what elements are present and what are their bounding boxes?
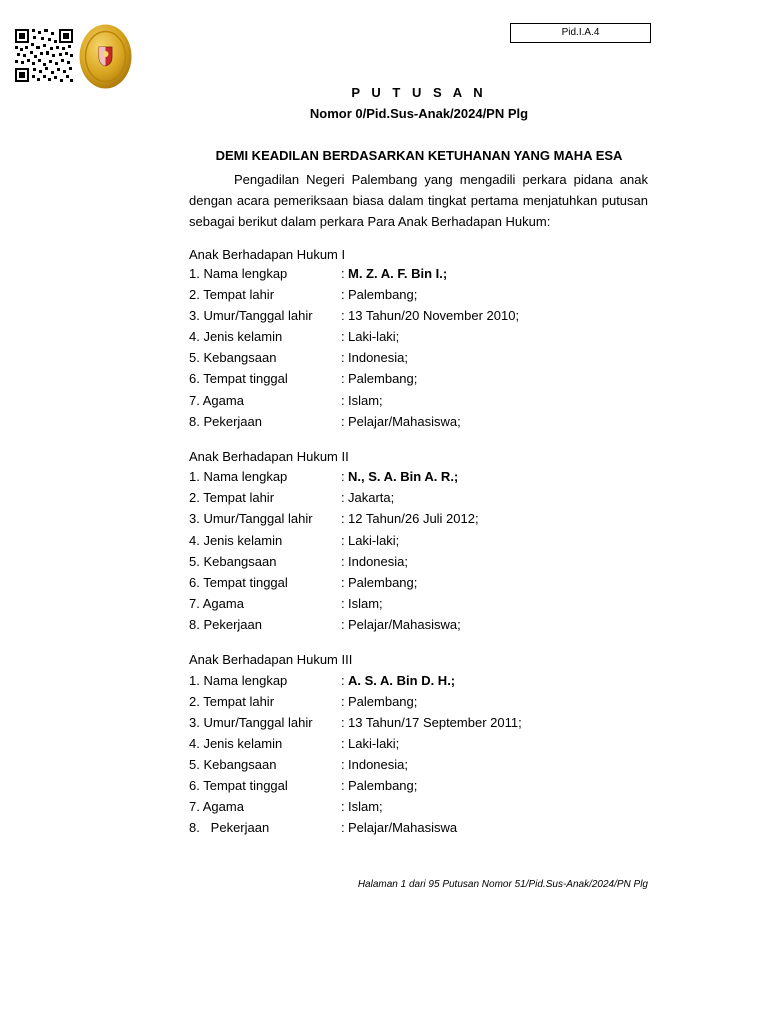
field-separator: : [341, 757, 345, 772]
field-separator: : [341, 617, 345, 632]
intro-paragraph [189, 169, 648, 232]
field-label: 7. Agama [189, 799, 244, 814]
field-label: 8. Pekerjaan [189, 617, 262, 632]
field-separator: : [341, 799, 345, 814]
page-footer: Halaman 1 dari 95 Putusan Nomor 51/Pid.Sus-Anak/2024/PN Plg [357, 879, 648, 890]
field-row [189, 285, 648, 305]
field-row [189, 776, 648, 796]
field-separator: : [341, 820, 345, 835]
field-label: 6. Tempat tinggal [189, 575, 288, 590]
field-value: Islam; [348, 393, 383, 408]
field-value: N., S. A. Bin A. R.; [348, 469, 459, 484]
field-label: 1. Nama lengkap [189, 469, 288, 484]
field-value: Indonesia; [348, 350, 408, 365]
field-value: A. S. A. Bin D. H.; [348, 673, 456, 688]
field-separator: : [341, 596, 345, 611]
field-value: 13 Tahun/17 September 2011; [348, 715, 522, 730]
section-heading: Anak Berhadapan Hukum II [189, 449, 349, 464]
field-row [189, 734, 648, 754]
field-row [189, 264, 648, 284]
field-separator: : [341, 287, 345, 302]
field-row [189, 552, 648, 572]
field-row [189, 488, 648, 508]
field-label: 2. Tempat lahir [189, 490, 275, 505]
field-row [189, 509, 648, 529]
field-separator: : [341, 673, 345, 688]
field-row [189, 797, 648, 817]
field-value: Palembang; [348, 694, 418, 709]
field-value: Palembang; [348, 575, 418, 590]
field-separator: : [341, 266, 345, 281]
field-value: 13 Tahun/20 November 2010; [348, 308, 520, 323]
field-separator: : [341, 778, 345, 793]
field-label: 6. Tempat tinggal [189, 371, 288, 386]
field-label: 5. Kebangsaan [189, 350, 277, 365]
document-code-box: Pid.I.A.4 [510, 23, 651, 43]
field-separator: : [341, 694, 345, 709]
field-row [189, 755, 648, 775]
field-value: Indonesia; [348, 757, 408, 772]
field-separator: : [341, 414, 345, 429]
field-label: 3. Umur/Tanggal lahir [189, 308, 313, 323]
field-label: 3. Umur/Tanggal lahir [189, 511, 313, 526]
field-value: Palembang; [348, 371, 418, 386]
field-separator: : [341, 533, 345, 548]
field-row [189, 391, 648, 411]
field-separator: : [341, 490, 345, 505]
section-heading: Anak Berhadapan Hukum I [189, 247, 346, 262]
field-label: 7. Agama [189, 393, 244, 408]
field-value: Laki-laki; [348, 329, 400, 344]
field-row [189, 615, 648, 635]
court-emblem-icon [78, 23, 133, 90]
field-label: 3. Umur/Tanggal lahir [189, 715, 313, 730]
field-separator: : [341, 350, 345, 365]
field-separator: : [341, 554, 345, 569]
field-label: 7. Agama [189, 596, 244, 611]
field-value: Laki-laki; [348, 736, 400, 751]
field-row [189, 573, 648, 593]
field-label: 5. Kebangsaan [189, 554, 277, 569]
field-label: 6. Tempat tinggal [189, 778, 288, 793]
field-value: Pelajar/Mahasiswa; [348, 414, 461, 429]
field-label: 2. Tempat lahir [189, 287, 275, 302]
field-label: 4. Jenis kelamin [189, 533, 283, 548]
field-value: Palembang; [348, 778, 418, 793]
field-value: 12 Tahun/26 Juli 2012; [348, 511, 479, 526]
field-label: 8. Pekerjaan [189, 820, 270, 835]
field-separator: : [341, 511, 345, 526]
field-value: M. Z. A. F. Bin I.; [348, 266, 448, 281]
field-separator: : [341, 329, 345, 344]
field-row [189, 692, 648, 712]
field-label: 1. Nama lengkap [189, 266, 288, 281]
field-value: Islam; [348, 799, 383, 814]
field-row [189, 467, 648, 487]
field-separator: : [341, 308, 345, 323]
field-value: Indonesia; [348, 554, 408, 569]
field-value: Pelajar/Mahasiswa; [348, 617, 461, 632]
field-separator: : [341, 469, 345, 484]
field-row [189, 671, 648, 691]
field-row [189, 713, 648, 733]
field-separator: : [341, 371, 345, 386]
field-value: Pelajar/Mahasiswa [348, 820, 458, 835]
field-separator: : [341, 393, 345, 408]
field-row [189, 327, 648, 347]
field-row [189, 348, 648, 368]
field-value: Palembang; [348, 287, 418, 302]
field-label: 8. Pekerjaan [189, 414, 262, 429]
field-label: 1. Nama lengkap [189, 673, 288, 688]
qr-code-icon [15, 29, 73, 82]
field-label: 4. Jenis kelamin [189, 329, 283, 344]
field-row [189, 531, 648, 551]
section-heading: Anak Berhadapan Hukum III [189, 652, 353, 667]
field-separator: : [341, 715, 345, 730]
field-row [189, 818, 648, 838]
field-row [189, 594, 648, 614]
field-separator: : [341, 736, 345, 751]
field-value: Islam; [348, 596, 383, 611]
intro-text: Pengadilan Negeri Palembang yang mengadili perkara pidana anak dengan acara pemeriksaan biasa dalam tingkat pertama menjatuhkan putusan sebagai berikut dalam perkara Para Anak Berhadapan Hukum: [189, 172, 648, 229]
field-separator: : [341, 575, 345, 590]
field-value: Jakarta; [348, 490, 395, 505]
field-row [189, 412, 648, 432]
field-label: 4. Jenis kelamin [189, 736, 283, 751]
field-row [189, 306, 648, 326]
field-row [189, 369, 648, 389]
document-title: P U T U S A N [351, 85, 487, 100]
case-number: Nomor 0/Pid.Sus-Anak/2024/PN Plg [309, 106, 529, 121]
field-label: 5. Kebangsaan [189, 757, 277, 772]
invocation-heading: DEMI KEADILAN BERDASARKAN KETUHANAN YANG MAHA ESA [215, 148, 623, 163]
field-label: 2. Tempat lahir [189, 694, 275, 709]
field-value: Laki-laki; [348, 533, 400, 548]
